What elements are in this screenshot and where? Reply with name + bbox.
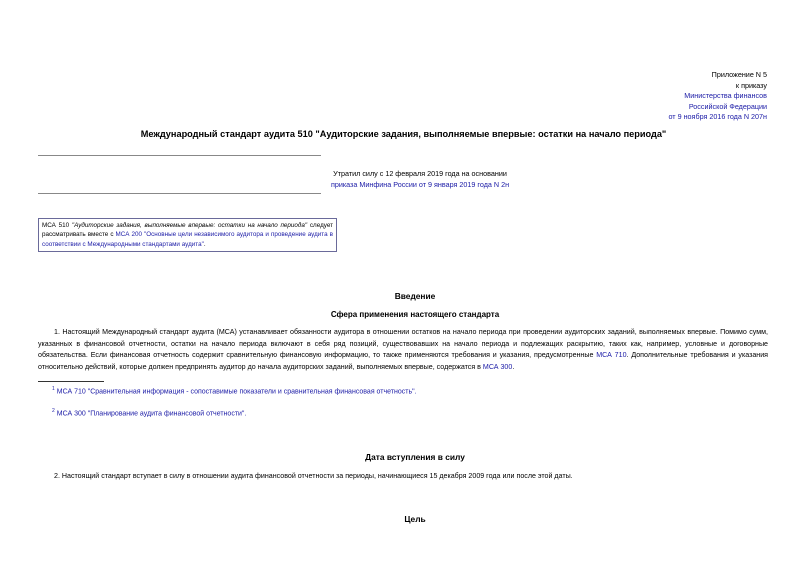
paragraph-1-text-b: . Дополнительные требования и указания относительно действий, которые должен предпринять аудитор до начала аудиторских заданий, выполняемых впервые, содержатся в: [38, 351, 768, 371]
appendix-country-link[interactable]: Российской Федерации: [688, 101, 767, 111]
appendix-label: Приложение N 5: [711, 70, 767, 79]
footnote-1-text: МСА 710 "Сравнительная информация - сопоставимые показатели и сравнительная финансовая отчетность".: [56, 388, 417, 396]
isa300-link[interactable]: МСА 300: [482, 362, 513, 371]
expired-notice: [270, 168, 570, 190]
divider-top: [38, 155, 321, 156]
paragraph-2: [38, 471, 768, 483]
isa710-link[interactable]: МСА 710: [596, 351, 627, 359]
paragraph-1-text-a: 1. Настоящий Международный стандарт аудита (МСА) устанавливает обязанности аудитора в отношении остатков на начало периода при проведении аудиторских заданий, выполняемых впервые. Помимо сумм, указанных в финансовой отчетности, остатки на начало периода включают в себя ряд позиций, существовавших на начало периода и подлежащих раскрытию, таких как, например, условные и договорные обязательства. Если финансовая отчетность содержит сравнительную финансовую информацию, то также применяются требования и указания, предусмотренные: [38, 328, 768, 359]
section-heading-intro: Введение: [394, 291, 436, 301]
expired-text: Утратил силу с 12 февраля 2019 года на основании: [333, 169, 507, 178]
appendix-order: к приказу: [735, 80, 767, 90]
footnote-2[interactable]: $^2$ МСА 300 "Планирование аудита финансовой отчетности".: [52, 408, 247, 418]
section-heading-objective: Цель: [404, 514, 426, 524]
note-prefix: МСА 510: [42, 222, 72, 229]
paragraph-1: [38, 327, 768, 373]
footnote-separator: [38, 381, 104, 382]
note-suffix: .: [203, 240, 206, 248]
footnote-2-text: МСА 300 "Планирование аудита финансовой отчетности".: [56, 410, 247, 418]
document-title: Международный стандарт аудита 510 "Аудиторские задания, выполняемые впервые: остатки на начало периода": [140, 129, 667, 139]
appendix-block: [668, 70, 767, 123]
section-heading-effective-date: Дата вступления в силу: [365, 452, 465, 462]
paragraph-2-text: 2. Настоящий стандарт вступает в силу в отношении аудита финансовой отчетности за периоды, начинающиеся 15 декабря 2009 года или после этой даты.: [54, 472, 573, 480]
footnote-1[interactable]: $^1$ МСА 710 "Сравнительная информация - сопоставимые показатели и сравнительная финансовая отчетность".: [52, 386, 417, 396]
appendix-ministry-link[interactable]: Министерства финансов: [684, 91, 767, 101]
note-title: "Аудиторские задания, выполняемые впервые: остатки на начало периода": [71, 222, 308, 229]
divider-bottom: [38, 193, 321, 194]
paragraph-1-text-c: .: [512, 362, 515, 371]
expired-order-link[interactable]: приказа Минфина России от 9 января 2019 года N 2н: [330, 180, 510, 189]
note-isa200-link[interactable]: МСА 200 "Основные цели независимого аудитора и проведение аудита в соответствии с Международными стандартами аудита": [42, 231, 333, 248]
note-middle: следует рассматривать вместе с: [42, 222, 334, 239]
note-box: [38, 218, 337, 252]
appendix-date-link[interactable]: от 9 ноября 2016 года N 207н: [668, 112, 767, 122]
section-heading-scope: Сфера применения настоящего стандарта: [330, 310, 500, 319]
